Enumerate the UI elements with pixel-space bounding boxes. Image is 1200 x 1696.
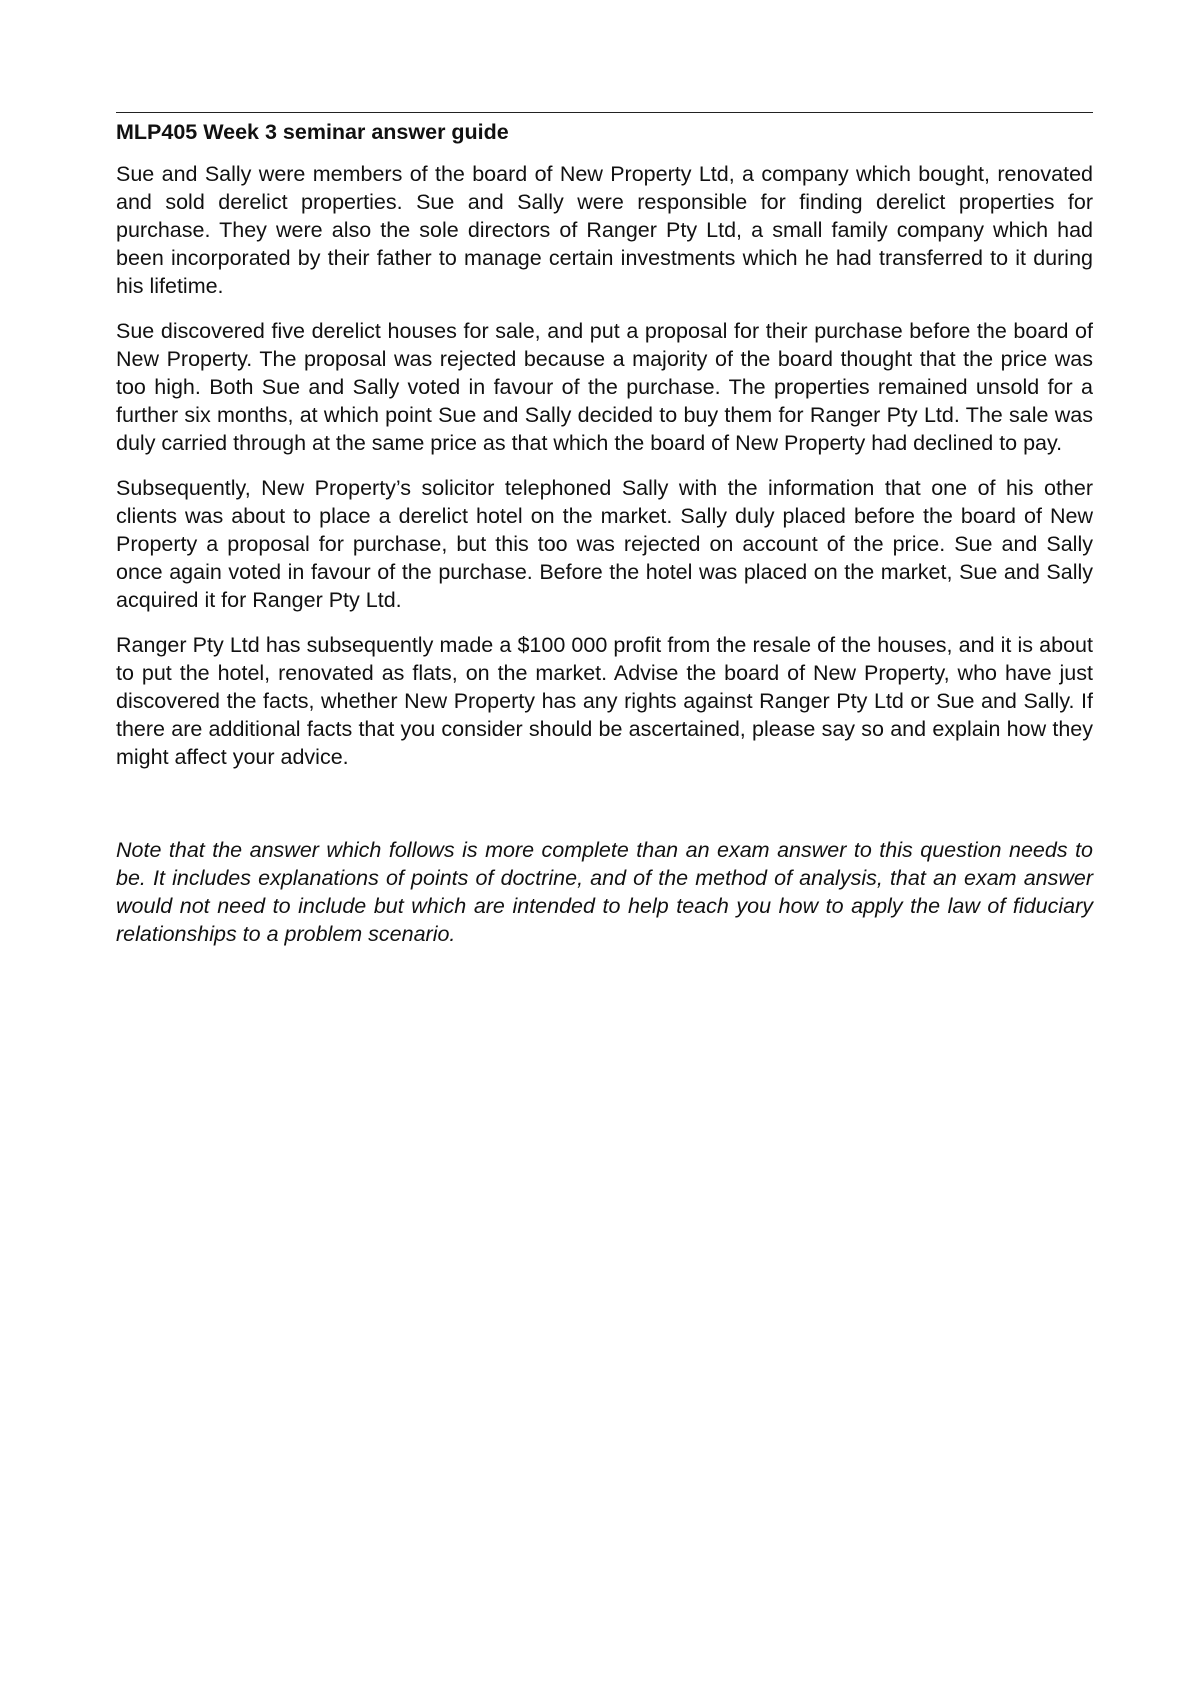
answer-note: Note that the answer which follows is more complete than an exam answer to this question needs to be. It includes explanations of points of doctrine, and of the method of analysis, that an exam answer would not need to include but which are intended to help teach you how to apply the law of fiduciary relationships to a problem scenario.	[116, 838, 1093, 946]
paragraph-2: Sue discovered five derelict houses for sale, and put a proposal for their purchase before the board of New Property. The proposal was rejected because a majority of the board thought that the price was too high. Both Sue and Sally voted in favour of the purchase. The properties remained unsold for a further six months, at which point Sue and Sally decided to buy them for Ranger Pty Ltd. The sale was duly carried through at the same price as that which the board of New Property had declined to pay.	[116, 319, 1093, 455]
document-title: MLP405 Week 3 seminar answer guide	[116, 120, 509, 144]
paragraph-4: Ranger Pty Ltd has subsequently made a $100 000 profit from the resale of the houses, and it is about to put the hotel, renovated as flats, on the market. Advise the board of New Property, who have just discovered the facts, whether New Property has any rights against Ranger Pty Ltd or Sue and Sally. If there are additional facts that you consider should be ascertained, please say so and explain how they might affect your advice.	[116, 633, 1093, 769]
paragraph-1: Sue and Sally were members of the board of New Property Ltd, a company which bought, renovated and sold derelict properties. Sue and Sally were responsible for finding derelict properties for purchase. They were also the sole directors of Ranger Pty Ltd, a small family company which had been incorporated by their father to manage certain investments which he had transferred to it during his lifetime.	[116, 162, 1093, 298]
header-rule	[116, 112, 1093, 113]
document-body	[116, 160, 1093, 965]
paragraph-3: Subsequently, New Property’s solicitor telephoned Sally with the information that one of his other clients was about to place a derelict hotel on the market. Sally duly placed before the board of New Property a proposal for purchase, but this too was rejected on account of the price. Sue and Sally once again voted in favour of the purchase. Before the hotel was placed on the market, Sue and Sally acquired it for Ranger Pty Ltd.	[116, 476, 1093, 612]
